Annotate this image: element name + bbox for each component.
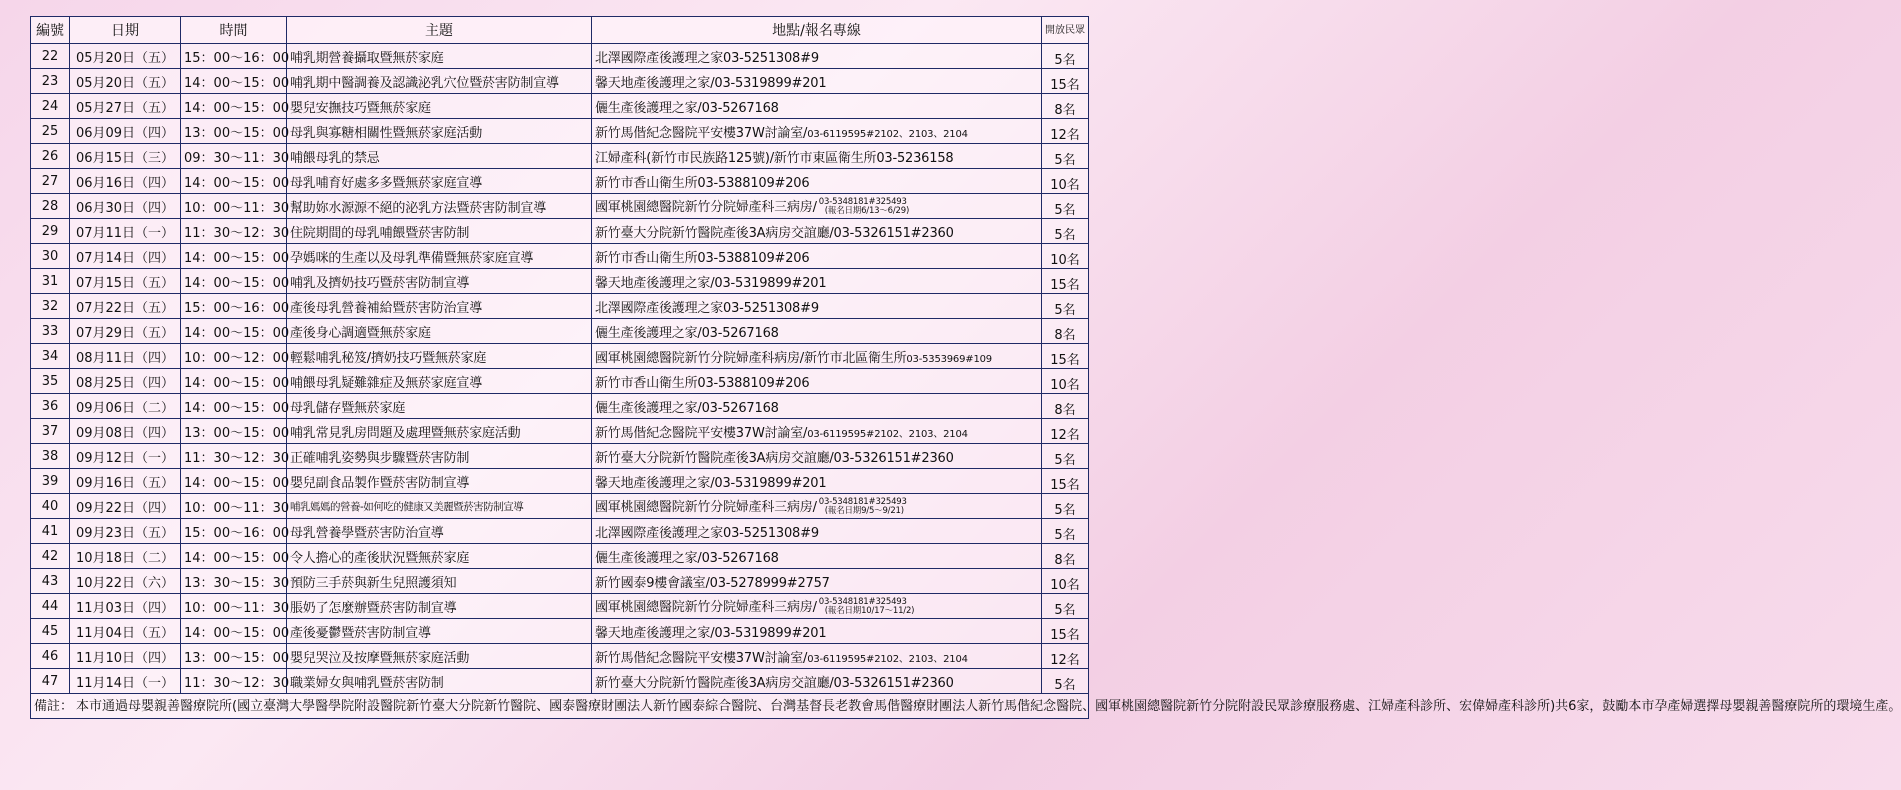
row-location [592,619,1042,644]
table-row [31,369,1089,394]
location-text: 北澤國際產後護理之家03-5251308#9 [595,50,819,66]
location-text: 江婦產科(新竹市民族路125號)/新竹市東區衛生所03-5236158 [595,150,954,166]
row-date: 06月15日（三） [70,144,181,169]
note-cell [31,694,1901,719]
row-location [592,494,1042,519]
row-time: 15：00〜16：00 [181,294,287,319]
location-text: 新竹馬偕紀念醫院平安樓37W討論室/ [595,425,808,441]
row-topic: 預防三手菸與新生兒照護須知 [287,569,592,594]
row-location [592,369,1042,394]
row-topic: 正確哺乳姿勢與步驟暨菸害防制 [287,444,592,469]
row-location [592,419,1042,444]
header-time: 時間 [181,17,287,44]
table-row [31,144,1089,169]
table-row [31,394,1089,419]
row-time: 10：00〜11：30 [181,194,287,219]
row-topic: 令人擔心的產後狀況暨無菸家庭 [287,544,592,569]
table-row [31,69,1089,94]
row-topic: 產後母乳營養補給暨菸害防治宣導 [287,294,592,319]
location-text: 新竹市香山衛生所03-5388109#206 [595,375,810,391]
table-row [31,269,1089,294]
location-phone-small: 03-6119595#2102、2103、2104 [807,128,968,140]
row-number: 22 [31,44,70,69]
row-date: 06月16日（四） [70,169,181,194]
row-number: 30 [31,244,70,269]
registration-info [819,498,907,516]
row-date: 08月11日（四） [70,344,181,369]
row-time: 10：00〜12：00 [181,344,287,369]
table-row [31,419,1089,444]
row-time: 15：00〜16：00 [181,519,287,544]
row-number: 24 [31,94,70,119]
row-date: 05月20日（五） [70,69,181,94]
row-number: 45 [31,619,70,644]
row-number: 32 [31,294,70,319]
row-location [592,144,1042,169]
row-time: 15：00〜16：00 [181,44,287,69]
row-topic: 母乳哺育好處多多暨無菸家庭宣導 [287,169,592,194]
row-time: 14：00〜15：00 [181,69,287,94]
table-row [31,644,1089,669]
row-location [592,469,1042,494]
note-label: 備註： [34,698,74,714]
header-open: 開放民眾 [1042,17,1089,44]
location-text: 國軍桃園總醫院新竹分院婦產科病房/新竹市北區衛生所 [595,350,907,366]
row-date: 11月04日（五） [70,619,181,644]
row-quota: 15名 [1042,69,1089,94]
row-topic: 哺乳常見乳房問題及處理暨無菸家庭活動 [287,419,592,444]
row-date: 07月15日（五） [70,269,181,294]
table-row [31,219,1089,244]
location-text: 馨天地產後護理之家/03-5319899#201 [595,625,827,641]
row-date: 11月03日（四） [70,594,181,619]
table-row [31,294,1089,319]
row-number: 47 [31,669,70,694]
location-text: 馨天地產後護理之家/03-5319899#201 [595,275,827,291]
row-time: 14：00〜15：00 [181,94,287,119]
location-text: 馨天地產後護理之家/03-5319899#201 [595,475,827,491]
location-phone-small: 03-5353969#109 [906,353,992,365]
row-time: 13：00〜15：00 [181,419,287,444]
row-quota: 5名 [1042,144,1089,169]
row-quota: 5名 [1042,219,1089,244]
row-location [592,544,1042,569]
row-time: 11：30〜12：30 [181,219,287,244]
row-time: 09：30〜11：30 [181,144,287,169]
row-quota: 15名 [1042,269,1089,294]
row-time: 14：00〜15：00 [181,369,287,394]
location-text: 新竹臺大分院新竹醫院產後3A病房交誼廳/03-5326151#2360 [595,675,954,691]
row-number: 34 [31,344,70,369]
location-text: 新竹市香山衛生所03-5388109#206 [595,175,810,191]
row-location [592,169,1042,194]
row-topic: 哺乳及擠奶技巧暨菸害防制宣導 [287,269,592,294]
row-location [592,319,1042,344]
row-number: 44 [31,594,70,619]
row-topic: 孕媽咪的生產以及母乳準備暨無菸家庭宣導 [287,244,592,269]
row-date: 07月22日（五） [70,294,181,319]
row-topic: 嬰兒副食品製作暨菸害防制宣導 [287,469,592,494]
row-quota: 5名 [1042,444,1089,469]
row-quota: 12名 [1042,644,1089,669]
row-date: 10月22日（六） [70,569,181,594]
row-date: 10月18日（二） [70,544,181,569]
location-text: 國軍桃園總醫院新竹分院婦產科三病房/ [595,199,817,215]
note-row [31,694,1089,719]
location-text: 馨天地產後護理之家/03-5319899#201 [595,75,827,91]
row-location [592,644,1042,669]
row-quota: 8名 [1042,94,1089,119]
location-text: 新竹馬偕紀念醫院平安樓37W討論室/ [595,125,808,141]
row-topic: 哺餵母乳的禁忌 [287,144,592,169]
row-quota: 10名 [1042,244,1089,269]
row-topic: 母乳儲存暨無菸家庭 [287,394,592,419]
location-text: 儷生產後護理之家/03-5267168 [595,400,779,416]
row-date: 06月09日（四） [70,119,181,144]
table-row [31,519,1089,544]
registration-period: (報名日期9/5〜9/21) [824,506,904,517]
row-time: 14：00〜15：00 [181,269,287,294]
row-location [592,669,1042,694]
row-time: 14：00〜15：00 [181,394,287,419]
row-quota: 5名 [1042,669,1089,694]
row-quota: 5名 [1042,594,1089,619]
row-number: 40 [31,494,70,519]
row-location [592,444,1042,469]
row-time: 14：00〜15：00 [181,619,287,644]
row-number: 23 [31,69,70,94]
row-number: 39 [31,469,70,494]
schedule-sheet [30,16,1901,784]
table-row [31,169,1089,194]
row-time: 14：00〜15：00 [181,544,287,569]
row-number: 35 [31,369,70,394]
table-row [31,319,1089,344]
row-time: 14：00〜15：00 [181,244,287,269]
row-time: 13：30〜15：30 [181,569,287,594]
row-number: 46 [31,644,70,669]
row-topic: 產後身心調適暨無菸家庭 [287,319,592,344]
table-row [31,44,1089,69]
row-quota: 5名 [1042,494,1089,519]
registration-info [819,598,915,616]
row-location [592,394,1042,419]
schedule-table [30,16,1901,719]
location-text: 國軍桃園總醫院新竹分院婦產科三病房/ [595,599,817,615]
row-location [592,594,1042,619]
row-location [592,294,1042,319]
row-topic: 產後憂鬱暨菸害防制宣導 [287,619,592,644]
table-row [31,94,1089,119]
location-text: 新竹國泰9樓會議室/03-5278999#2757 [595,575,830,591]
row-date: 11月14日（一） [70,669,181,694]
row-topic: 母乳營養學暨菸害防治宣導 [287,519,592,544]
row-location [592,119,1042,144]
header-location: 地點/報名專線 [592,17,1042,44]
location-text: 儷生產後護理之家/03-5267168 [595,325,779,341]
location-text: 北澤國際產後護理之家03-5251308#9 [595,300,819,316]
row-date: 07月11日（一） [70,219,181,244]
row-date: 05月20日（五） [70,44,181,69]
row-number: 33 [31,319,70,344]
location-phone-small: 03-6119595#2102、2103、2104 [807,428,968,440]
row-number: 43 [31,569,70,594]
row-time: 11：30〜12：30 [181,669,287,694]
header-num: 編號 [31,17,70,44]
row-number: 41 [31,519,70,544]
location-text: 新竹馬偕紀念醫院平安樓37W討論室/ [595,650,808,666]
row-number: 27 [31,169,70,194]
row-location [592,44,1042,69]
row-quota: 5名 [1042,519,1089,544]
row-date: 11月10日（四） [70,644,181,669]
row-topic: 嬰兒哭泣及按摩暨無菸家庭活動 [287,644,592,669]
location-text: 儷生產後護理之家/03-5267168 [595,100,779,116]
row-topic: 住院期間的母乳哺餵暨菸害防制 [287,219,592,244]
row-location [592,194,1042,219]
registration-phone: 03-5348181#325493 [818,497,907,508]
row-quota: 15名 [1042,344,1089,369]
header-topic: 主題 [287,17,592,44]
row-topic: 職業婦女與哺乳暨菸害防制 [287,669,592,694]
table-row [31,619,1089,644]
row-date: 07月14日（四） [70,244,181,269]
row-time: 11：30〜12：30 [181,444,287,469]
row-quota: 15名 [1042,619,1089,644]
row-date: 09月06日（二） [70,394,181,419]
note-text: 本市通過母嬰親善醫療院所(國立臺灣大學醫學院附設醫院新竹臺大分院新竹醫院、國泰醫療財團法人新竹國泰綜合醫院、台灣基督長老教會馬偕醫療財團法人新竹馬偕紀念醫院、國軍桃園總醫院新竹分院附設民眾診療服務處、江婦產科診所、宏偉婦產科診所)共6家，鼓勵本市孕產婦選擇母嬰親善醫療院所的環境生產。 [76,698,1901,714]
location-text: 新竹臺大分院新竹醫院產後3A病房交誼廳/03-5326151#2360 [595,450,954,466]
table-row [31,469,1089,494]
row-date: 09月23日（五） [70,519,181,544]
row-number: 28 [31,194,70,219]
row-number: 29 [31,219,70,244]
registration-phone: 03-5348181#325493 [818,197,907,208]
row-quota: 15名 [1042,469,1089,494]
row-time: 14：00〜15：00 [181,169,287,194]
row-location [592,269,1042,294]
row-number: 25 [31,119,70,144]
location-phone-small: 03-6119595#2102、2103、2104 [807,653,968,665]
registration-phone: 03-5348181#325493 [818,597,907,608]
row-location [592,519,1042,544]
row-time: 13：00〜15：00 [181,119,287,144]
row-topic: 母乳與寡糖相關性暨無菸家庭活動 [287,119,592,144]
row-number: 31 [31,269,70,294]
table-row [31,119,1089,144]
row-topic: 幫助妳水源源不絕的泌乳方法暨菸害防制宣導 [287,194,592,219]
row-time: 10：00〜11：30 [181,594,287,619]
table-row [31,194,1089,219]
table-row [31,444,1089,469]
row-number: 42 [31,544,70,569]
row-date: 07月29日（五） [70,319,181,344]
row-location [592,69,1042,94]
table-row [31,544,1089,569]
row-location [592,244,1042,269]
row-quota: 5名 [1042,294,1089,319]
row-date: 09月08日（四） [70,419,181,444]
row-location [592,569,1042,594]
table-row [31,344,1089,369]
location-text: 新竹市香山衛生所03-5388109#206 [595,250,810,266]
row-location [592,219,1042,244]
row-number: 26 [31,144,70,169]
table-row [31,669,1089,694]
location-text: 儷生產後護理之家/03-5267168 [595,550,779,566]
row-topic: 哺乳媽媽的營養-如何吃的健康又美麗暨菸害防制宣導 [287,494,592,519]
row-topic: 輕鬆哺乳秘笈/擠奶技巧暨無菸家庭 [287,344,592,369]
table-row [31,494,1089,519]
row-quota: 8名 [1042,319,1089,344]
row-topic: 嬰兒安撫技巧暨無菸家庭 [287,94,592,119]
row-topic: 哺乳期中醫調養及認識泌乳穴位暨菸害防制宣導 [287,69,592,94]
registration-period: (報名日期6/13〜6/29) [824,206,910,217]
row-time: 14：00〜15：00 [181,469,287,494]
row-date: 06月30日（四） [70,194,181,219]
row-quota: 12名 [1042,119,1089,144]
row-date: 08月25日（四） [70,369,181,394]
row-location [592,94,1042,119]
registration-info [819,198,909,216]
location-text: 國軍桃園總醫院新竹分院婦產科三病房/ [595,499,817,515]
row-quota: 8名 [1042,544,1089,569]
row-date: 09月12日（一） [70,444,181,469]
table-row [31,244,1089,269]
table-row [31,569,1089,594]
row-number: 36 [31,394,70,419]
row-quota: 10名 [1042,169,1089,194]
table-row [31,594,1089,619]
header-row [31,17,1089,44]
header-date: 日期 [70,17,181,44]
row-quota: 8名 [1042,394,1089,419]
row-date: 05月27日（五） [70,94,181,119]
row-quota: 5名 [1042,194,1089,219]
row-time: 13：00〜15：00 [181,644,287,669]
registration-period: (報名日期10/17〜11/2) [824,606,915,617]
row-date: 09月16日（五） [70,469,181,494]
row-topic: 哺餵母乳疑難雜症及無菸家庭宣導 [287,369,592,394]
row-quota: 12名 [1042,419,1089,444]
row-quota: 10名 [1042,569,1089,594]
location-text: 新竹臺大分院新竹醫院產後3A病房交誼廳/03-5326151#2360 [595,225,954,241]
row-topic: 脹奶了怎麼辦暨菸害防制宣導 [287,594,592,619]
row-topic: 哺乳期營養攝取暨無菸家庭 [287,44,592,69]
row-number: 37 [31,419,70,444]
row-number: 38 [31,444,70,469]
location-text: 北澤國際產後護理之家03-5251308#9 [595,525,819,541]
row-time: 10：00〜11：30 [181,494,287,519]
row-date: 09月22日（四） [70,494,181,519]
row-quota: 5名 [1042,44,1089,69]
row-quota: 10名 [1042,369,1089,394]
row-time: 14：00〜15：00 [181,319,287,344]
row-location [592,344,1042,369]
